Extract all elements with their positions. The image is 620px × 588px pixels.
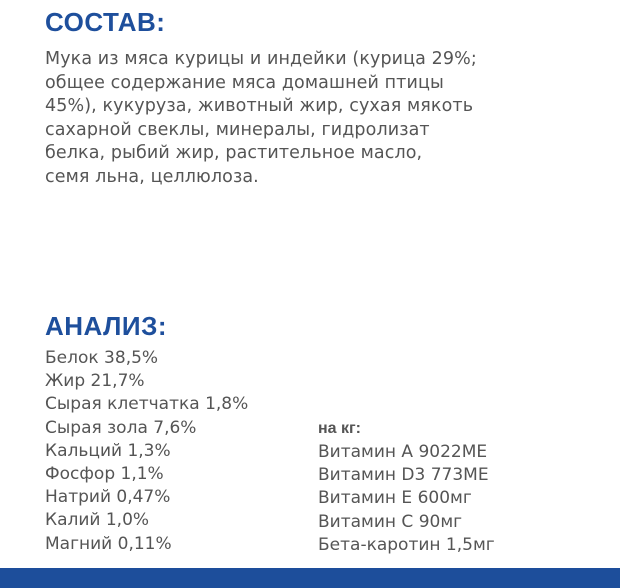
- vitamin-item: Бета-каротин 1,5мг: [318, 534, 495, 555]
- analysis-list: [45, 347, 248, 556]
- composition-line: 45%), кукуруза, животный жир, сухая мякоть: [45, 96, 474, 117]
- analysis-item: Фосфор 1,1%: [45, 464, 164, 485]
- analysis-item: Кальций 1,3%: [45, 440, 171, 461]
- vitamin-item: Витамин А 9022МЕ: [318, 442, 488, 462]
- composition-line: сахарной свеклы, минералы, гидролизат: [45, 119, 430, 140]
- analysis-item: Сырая зола 7,6%: [45, 417, 197, 438]
- vitamins-heading: на кг:: [318, 420, 362, 437]
- composition-line: общее содержание мяса домашней птицы: [45, 72, 444, 93]
- analysis-item: Белок 38,5%: [45, 348, 159, 368]
- composition-heading: СОСТАВ:: [45, 7, 166, 37]
- analysis-item: Калий 1,0%: [45, 510, 150, 531]
- analysis-item: Натрий 0,47%: [45, 487, 171, 508]
- composition-text: [45, 48, 605, 190]
- analysis-heading: АНАЛИЗ:: [45, 311, 168, 341]
- analysis-item: Сырая клетчатка 1,8%: [45, 394, 249, 415]
- vitamins-list: [318, 441, 495, 557]
- composition-line: семя льна, целлюлоза.: [45, 166, 259, 187]
- bottom-accent-bar: [0, 568, 620, 588]
- analysis-item: Жир 21,7%: [45, 371, 145, 392]
- composition-line: белка, рыбий жир, растительное масло,: [45, 143, 423, 164]
- composition-line: Мука из мяса курицы и индейки (курица 29%;: [45, 49, 477, 69]
- vitamin-item: Витамин Е 600мг: [318, 488, 472, 509]
- vitamin-item: Витамин D3 773МЕ: [318, 465, 489, 486]
- vitamins-block: [318, 418, 495, 557]
- vitamin-item: Витамин С 90мг: [318, 511, 463, 532]
- analysis-item: Магний 0,11%: [45, 533, 172, 554]
